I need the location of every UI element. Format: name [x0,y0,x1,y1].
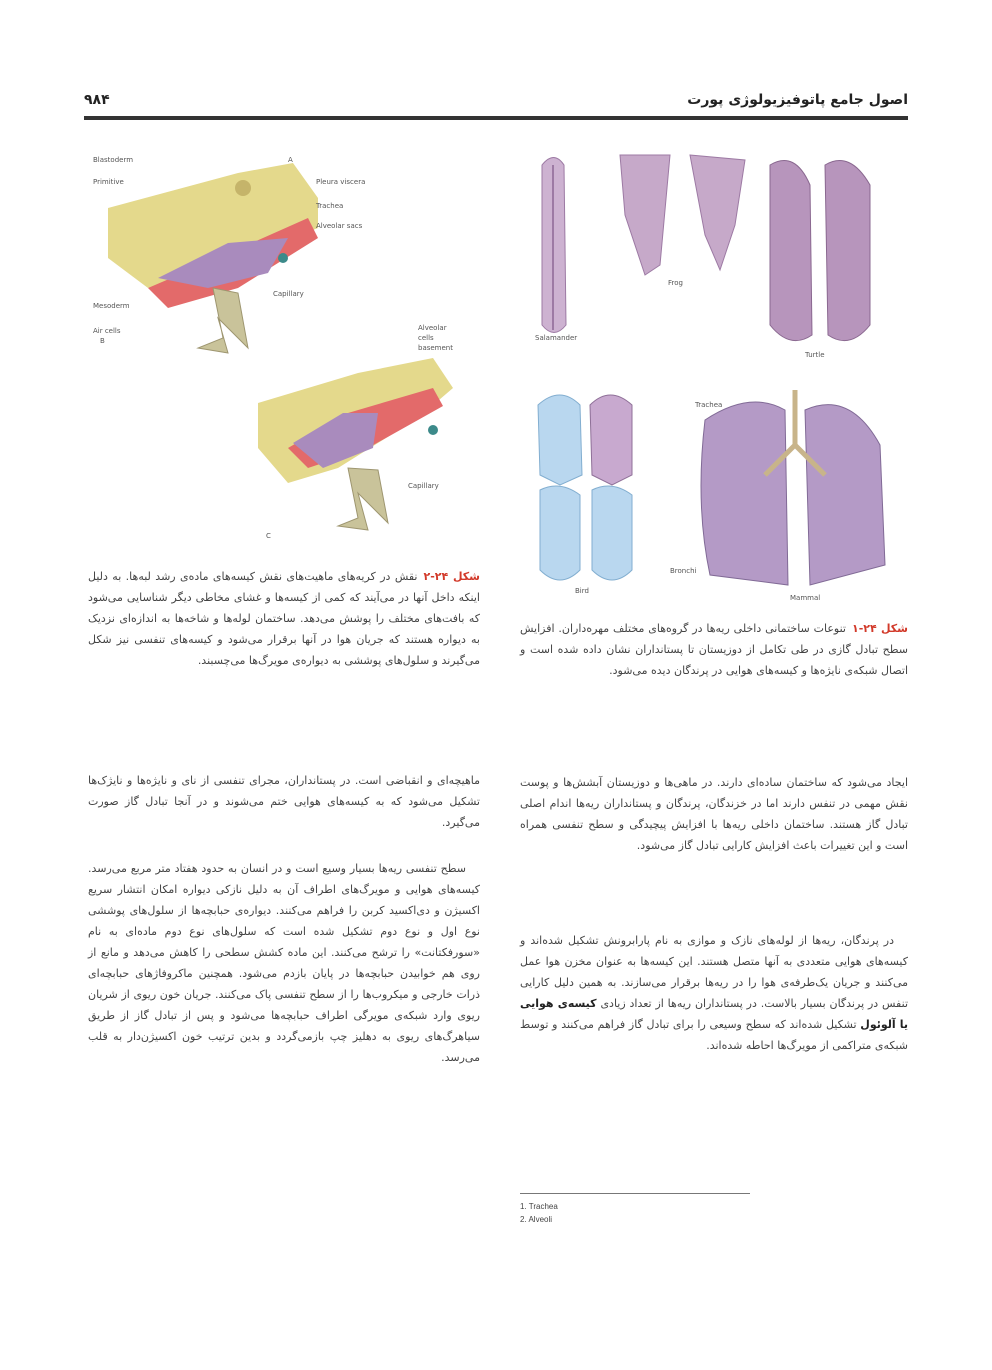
figure-right-caption-text: تنوعات ساختمانی داخلی ریه‌ها در گروه‌های مختلف مهره‌داران. افزایش سطح تبادل گازی در طی تکامل از دوزیستان تا پستانداران نشان داده شده است و اتصال شبکه‌ی نایژه‌ها و کیسه‌های هوایی در پرندگان دیده می‌شود. [520,622,908,677]
right-paragraph-2-end: تشکیل شده‌اند که سطح وسیعی را برای تبادل گاز فراهم می‌کنند و توسط شبکه‌ی متراکمی از مویرگ‌ها احاطه شده‌اند. [520,1018,908,1052]
marker-a: A [288,156,293,164]
label-trachea: Trachea [316,202,344,210]
frog-lung-right [690,155,745,270]
label-cells-bottom: cells [418,334,434,342]
bird-air-sac-1 [538,395,582,485]
label-mammal: Mammal [790,594,821,602]
label-primitive: Primitive [93,178,124,186]
label-pleura: Pleura viscera [316,178,366,186]
lung-development-illustration [88,148,488,548]
label-blastoderm: Blastoderm [93,156,134,164]
label-frog: Frog [668,279,683,287]
mammal-lung-right [805,405,885,585]
capillary-dot-bottom [428,425,438,435]
marker-b: B [100,337,105,345]
turtle-lung-left [770,161,812,341]
page-number: ۹۸۴ [84,92,110,108]
bronchiole-top [198,288,248,353]
figure-left-caption [88,566,480,671]
footnote-rule [520,1193,750,1194]
label-bronchi: Bronchi [670,567,697,575]
turtle-lung-right [825,161,870,341]
bird-air-sac-2 [540,486,580,580]
bird-air-sac-3 [592,486,632,580]
capillary-dot-top [278,253,288,263]
running-title: اصول جامع پاتوفیزیولوژی پورت [687,92,908,108]
cell-top [235,180,251,196]
label-salamander: Salamander [535,334,578,342]
comparative-lungs-illustration [520,145,910,605]
page-header [84,90,908,122]
bronchiole-bottom [338,468,388,530]
mammal-lung-left [701,402,788,585]
label-capillary: Capillary [273,290,304,298]
label-alveolar-bottom: Alveolar [418,324,447,332]
marker-c: C [266,532,271,540]
footnote-1: 1. Trachea [520,1202,558,1211]
left-paragraph-1: ماهیچه‌ای و انقباضی است. در پستانداران، مجرای تنفسی از نای و نایژه‌ها و نایژک‌ها تشکیل می‌شود که به کیسه‌های هوایی ختم می‌شوند و در آنجا تبادل گاز صورت می‌گیرد. [88,774,480,829]
frog-lung-left [620,155,670,275]
label-bird: Bird [575,587,589,595]
label-mesoderm: Mesoderm [93,302,130,310]
left-paragraph-2: سطح تنفسی ریه‌ها بسیار وسیع است و در انسان به حدود هفتاد متر مربع می‌رسد. کیسه‌های هوایی و مویرگ‌های اطراف آن به دلیل نازکی دیواره امکان انتشار سریع اکسیژن و دی‌اکسید کربن را فراهم می‌کنند. دیواره‌ی حبابچه‌ها از سلول‌های پوششی نوع اول و نوع دوم تشکیل شده است که سلول‌های نوع دوم ماده‌ای به نام «سورفکتانت» را ترشح می‌کنند. این ماده کشش سطحی را کاهش می‌دهد و مانع از روی هم خوابیدن حبابچه‌ها در پایان بازدم می‌شود. همچنین ماکروفاژهای حبابچه‌ای ذرات خارجی و میکروب‌ها را از سطح تنفسی پاک می‌کنند. جریان خون ریوی از شریان ریوی وارد شبکه‌ی مویرگی اطراف حبابچه‌ها می‌شود و پس از تبادل گاز از طریق سیاهرگ‌های ریوی به دهلیز چپ بازمی‌گردد و بدین ترتیب خون اکسیژن‌دار به قلب می‌رسد. [88,862,480,1064]
right-paragraph-2 [520,930,908,1056]
bird-lung [590,395,632,485]
label-capillary-bottom: Capillary [408,482,439,490]
figure-left-caption-label: شکل ۲۴-۲ [423,570,480,583]
figure-lung-development [88,148,488,548]
footnotes [520,1200,558,1226]
footnote-2: 2. Alveoli [520,1215,553,1224]
label-mammal-trachea: Trachea [695,401,723,409]
label-air-cells: Air cells [93,327,121,335]
label-basement-bottom: basement [418,344,453,352]
figure-comparative-lungs [520,145,910,605]
right-paragraph-2-start: در پرندگان، ریه‌ها از لوله‌های نازک و موازی به نام پارابرونش تشکیل شده‌اند و کیسه‌های هوایی متعددی به آنها متصل هستند. این کیسه‌ها به عنوان مخزن هوا عمل می‌کنند و جریان یک‌طرفه‌ی هوا را در ریه‌ها برقرار می‌سازند. به همین دلیل کارایی تنفس در پرندگان بسیار بالاست. در پستانداران ریه‌ها از تعداد زیادی [520,934,909,1010]
right-paragraph-2-bold: کیسه‌ی هوایی یا آلوئول [520,997,908,1031]
figure-right-caption-label: شکل ۲۴-۱ [852,622,908,635]
label-alveolar-sacs: Alveolar sacs [316,222,363,230]
header-rule [84,116,908,120]
figure-left-caption-text: نقش در کریه‌های ماهیت‌های نقش کیسه‌های ماده‌ی رشد لبه‌ها. به دلیل اینکه داخل آنها در می‌آیند که کمی از کیسه‌ها و غشای مخاطی دیگر شناسایی می‌شود که بافت‌های مختلف را پوشش می‌دهد. ساختمان لوله‌ها و شاخه‌ها به اندازه‌ای نزدیک به دیواره هستند که جریان هوا در آنها برقرار می‌شود و کیسه‌های تنفسی نیز شکل می‌گیرند و سلول‌های پوششی به دیواره‌ی مویرگ‌ها می‌چسبند. [88,570,480,667]
figure-right-caption [520,618,908,681]
label-turtle: Turtle [805,351,825,359]
right-paragraph-1: ایجاد می‌شود که ساختمان ساده‌ای دارند. در ماهی‌ها و دوزیستان آبشش‌ها و پوست نقش مهمی در تنفس دارند اما در خزندگان، پرندگان و پستانداران ریه‌ها اندام اصلی تبادل گاز هستند. ساختمان داخلی ریه‌ها با افزایش پیچیدگی و سطح تنفسی همراه است و این تغییرات باعث افزایش کارایی تبادل گاز می‌شود. [520,776,908,852]
